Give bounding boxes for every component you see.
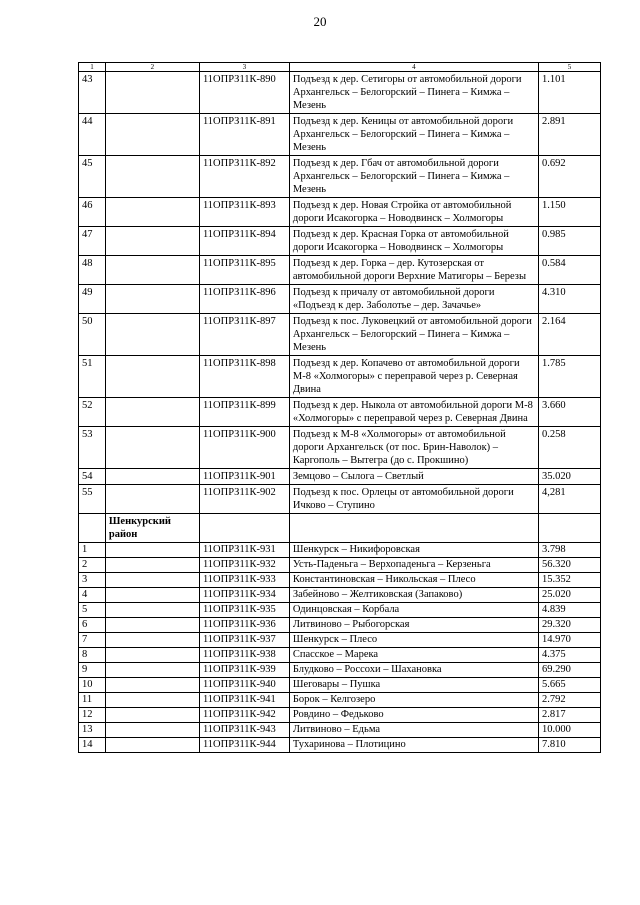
table-row [79,648,601,663]
table-row [79,356,601,398]
district-cell [105,469,199,485]
road-name: Подъезд к дер. Копачево от автомобильной дороги М-8 «Холмогоры» с переправой через р. Северная Двина [289,356,538,398]
road-name: Борок – Келгозеро [289,693,538,708]
road-name: Подъезд к дер. Новая Стройка от автомобильной дороги Исакогорка – Новодвинск – Холмогоры [289,198,538,227]
table-row [79,603,601,618]
road-name: Земцово – Сылога – Светлый [289,469,538,485]
road-code: 11ОПРЗ11К-939 [199,663,289,678]
road-length: 3.798 [538,543,600,558]
row-number: 10 [79,678,106,693]
road-length: 2.817 [538,708,600,723]
row-number: 14 [79,738,106,753]
road-name: Шенкурск – Никифоровская [289,543,538,558]
district-cell [105,543,199,558]
road-length: 2.164 [538,314,600,356]
road-code: 11ОПРЗ11К-940 [199,678,289,693]
row-number: 2 [79,558,106,573]
road-code: 11ОПРЗ11К-898 [199,356,289,398]
district-row [79,514,601,543]
row-number: 43 [79,72,106,114]
table-row [79,485,601,514]
row-number: 47 [79,227,106,256]
table-row [79,678,601,693]
road-name: Шенкурск – Плесо [289,633,538,648]
road-name: Константиновская – Никольская – Плесо [289,573,538,588]
road-name: Подъезд к дер. Кеницы от автомобильной дороги Архангельск – Белогорский – Пинега – Кимжа – Мезень [289,114,538,156]
road-length: 0.692 [538,156,600,198]
row-number: 52 [79,398,106,427]
road-name: Подъезд к дер. Горка – дер. Кутозерская от автомобильной дороги Верхние Матигоры – Березы [289,256,538,285]
row-number: 8 [79,648,106,663]
table-row [79,72,601,114]
road-length: 0.258 [538,427,600,469]
road-name: Подъезд к М-8 «Холмогоры» от автомобильной дороги Архангельск (от пос. Брин-Наволок) – Каргополь – Вытегра (до с. Прокшино) [289,427,538,469]
table-row [79,573,601,588]
road-code: 11ОПРЗ11К-901 [199,469,289,485]
road-length: 35.020 [538,469,600,485]
row-number: 44 [79,114,106,156]
row-number [79,514,106,543]
district-cell [105,573,199,588]
row-number: 48 [79,256,106,285]
road-code: 11ОПРЗ11К-931 [199,543,289,558]
column-number: 3 [199,63,289,72]
table-row [79,708,601,723]
district-name: Шенкурский район [105,514,199,543]
row-number: 55 [79,485,106,514]
district-cell [105,114,199,156]
road-name: Подъезд к дер. Красная Горка от автомобильной дороги Исакогорка – Новодвинск – Холмогоры [289,227,538,256]
column-number: 4 [289,63,538,72]
row-number: 9 [79,663,106,678]
road-code: 11ОПРЗ11К-934 [199,588,289,603]
row-number: 7 [79,633,106,648]
table-row [79,156,601,198]
row-number: 6 [79,618,106,633]
district-cell [105,708,199,723]
road-length: 1.785 [538,356,600,398]
district-cell [105,588,199,603]
column-number-row [79,63,601,72]
road-code: 11ОПРЗ11К-938 [199,648,289,663]
district-cell [105,558,199,573]
row-number: 12 [79,708,106,723]
table-row [79,558,601,573]
row-number: 4 [79,588,106,603]
district-cell [105,663,199,678]
table-row [79,285,601,314]
table-row [79,738,601,753]
row-number: 51 [79,356,106,398]
district-cell [105,427,199,469]
road-name: Ровдино – Федьково [289,708,538,723]
district-cell [105,485,199,514]
road-code [199,514,289,543]
road-length: 25.020 [538,588,600,603]
road-name: Блудково – Россохи – Шахановка [289,663,538,678]
road-name: Литвиново – Рыбогорская [289,618,538,633]
table-row [79,693,601,708]
road-name: Литвиново – Едьма [289,723,538,738]
road-code: 11ОПРЗ11К-890 [199,72,289,114]
district-cell [105,356,199,398]
road-code: 11ОПРЗ11К-943 [199,723,289,738]
road-length: 14.970 [538,633,600,648]
road-length: 0.584 [538,256,600,285]
road-code: 11ОПРЗ11К-942 [199,708,289,723]
road-length: 15.352 [538,573,600,588]
road-length: 2.792 [538,693,600,708]
road-code: 11ОПРЗ11К-941 [199,693,289,708]
road-name: Тухаринова – Плотицино [289,738,538,753]
road-code: 11ОПРЗ11К-935 [199,603,289,618]
road-code: 11ОПРЗ11К-892 [199,156,289,198]
page-number: 20 [313,14,327,29]
district-cell [105,693,199,708]
road-code: 11ОПРЗ11К-893 [199,198,289,227]
table-row [79,227,601,256]
road-code: 11ОПРЗ11К-896 [199,285,289,314]
district-cell [105,72,199,114]
table-row [79,427,601,469]
row-number: 45 [79,156,106,198]
road-length: 7.810 [538,738,600,753]
district-cell [105,198,199,227]
road-code: 11ОПРЗ11К-932 [199,558,289,573]
road-code: 11ОПРЗ11К-895 [199,256,289,285]
column-number: 2 [105,63,199,72]
road-length: 4.375 [538,648,600,663]
road-code: 11ОПРЗ11К-897 [199,314,289,356]
road-length: 10.000 [538,723,600,738]
road-name: Подъезд к дер. Гбач от автомобильной дороги Архангельск – Белогорский – Пинега – Кимжа – Мезень [289,156,538,198]
road-name: Подъезд к причалу от автомобильной дороги «Подъезд к дер. Заболотье – дер. Зачачье» [289,285,538,314]
table-row [79,314,601,356]
table-row [79,543,601,558]
road-length: 4.310 [538,285,600,314]
road-name: Шеговары – Пушка [289,678,538,693]
row-number: 1 [79,543,106,558]
road-name: Забейново – Желтиковская (Запаково) [289,588,538,603]
road-length: 56.320 [538,558,600,573]
road-name: Усть-Паденьга – Верхопаденьга – Керзеньга [289,558,538,573]
district-cell [105,648,199,663]
district-cell [105,678,199,693]
row-number: 11 [79,693,106,708]
road-name: Подъезд к дер. Ныкола от автомобильной дороги М-8 «Холмогоры» с переправой через р. Северная Двина [289,398,538,427]
row-number: 46 [79,198,106,227]
road-name: Подъезд к дер. Сетигоры от автомобильной дороги Архангельск – Белогорский – Пинега – Кимжа – Мезень [289,72,538,114]
district-cell [105,603,199,618]
road-code: 11ОПРЗ11К-891 [199,114,289,156]
table-row [79,398,601,427]
road-code: 11ОПРЗ11К-933 [199,573,289,588]
table-row [79,663,601,678]
road-length: 1.101 [538,72,600,114]
road-length [538,514,600,543]
row-number: 53 [79,427,106,469]
road-length: 4.839 [538,603,600,618]
road-length: 4,281 [538,485,600,514]
road-code: 11ОПРЗ11К-899 [199,398,289,427]
road-length: 5.665 [538,678,600,693]
road-length: 2.891 [538,114,600,156]
roads-table [78,62,601,753]
district-cell [105,618,199,633]
road-length: 69.290 [538,663,600,678]
row-number: 49 [79,285,106,314]
road-length: 3.660 [538,398,600,427]
column-number: 5 [538,63,600,72]
row-number: 50 [79,314,106,356]
table-row [79,114,601,156]
district-cell [105,285,199,314]
district-cell [105,398,199,427]
road-length: 29.320 [538,618,600,633]
road-name: Подъезд к пос. Орлецы от автомобильной дороги Ичково – Ступино [289,485,538,514]
district-cell [105,723,199,738]
table-row [79,198,601,227]
road-code: 11ОПРЗ11К-937 [199,633,289,648]
district-cell [105,633,199,648]
column-number: 1 [79,63,106,72]
district-cell [105,738,199,753]
road-code: 11ОПРЗ11К-900 [199,427,289,469]
district-cell [105,314,199,356]
table-row [79,723,601,738]
table-row [79,469,601,485]
row-number: 5 [79,603,106,618]
district-cell [105,156,199,198]
table-row [79,633,601,648]
row-number: 13 [79,723,106,738]
road-name: Спасское – Марека [289,648,538,663]
district-cell [105,256,199,285]
road-length: 0.985 [538,227,600,256]
row-number: 54 [79,469,106,485]
road-name: Одинцовская – Корбала [289,603,538,618]
table-row [79,618,601,633]
road-code: 11ОПРЗ11К-902 [199,485,289,514]
road-code: 11ОПРЗ11К-944 [199,738,289,753]
table-row [79,588,601,603]
road-name [289,514,538,543]
table-row [79,256,601,285]
road-code: 11ОПРЗ11К-894 [199,227,289,256]
road-code: 11ОПРЗ11К-936 [199,618,289,633]
district-cell [105,227,199,256]
road-length: 1.150 [538,198,600,227]
road-name: Подъезд к пос. Луковецкий от автомобильной дороги Архангельск – Белогорский – Пинега – Кимжа – Мезень [289,314,538,356]
row-number: 3 [79,573,106,588]
